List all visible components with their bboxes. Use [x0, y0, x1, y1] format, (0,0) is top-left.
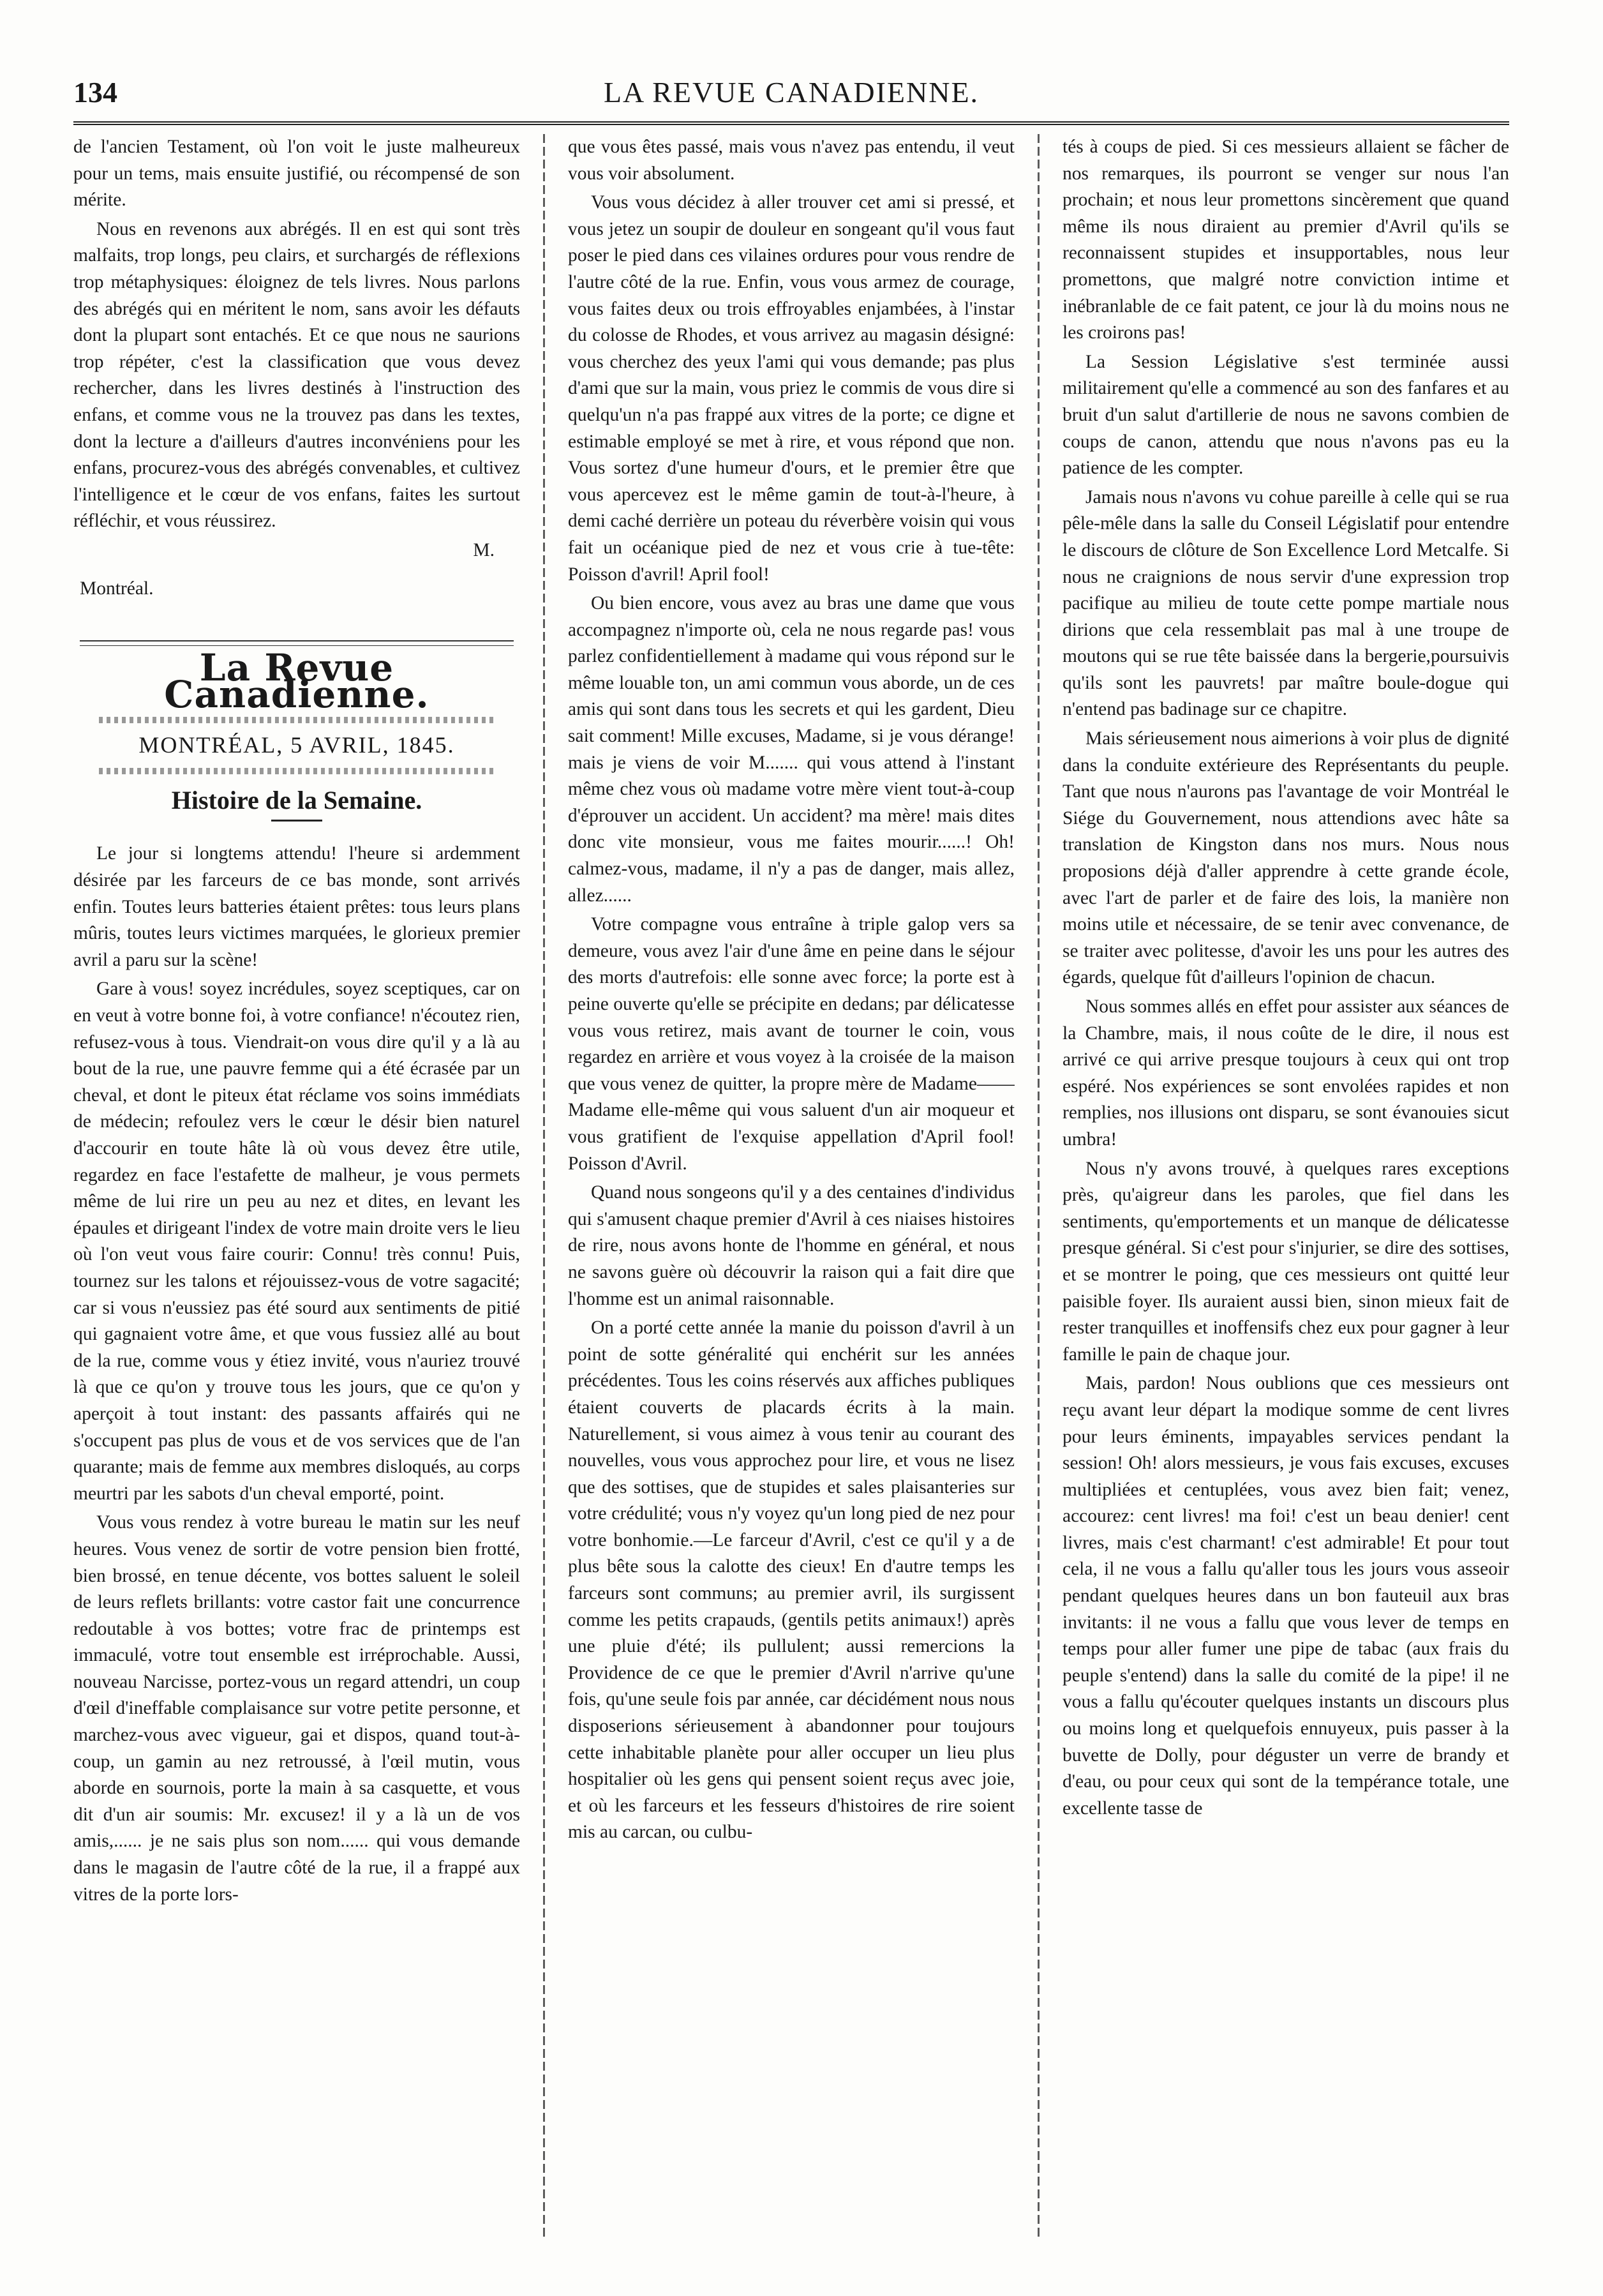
paragraph: Vous vous décidez à aller trouver cet ami si pressé, et vous jetez un soupir de douleur en songeant qu'il vous faut poser le pied dans ces vilaines ordures pour vous rendre de l'autre côté de la rue. Enfin, vous vous armez de courage, vous faites deux ou trois effroyables enjambées, à l'instar du colosse de Rhodes, et vous arrivez au magasin désigné: vous cherchez des yeux l'ami qui vous demande; pas plus d'ami que sur la main, vous priez le commis de vous dire si quelqu'un n'a pas frappé aux vitres de la porte; ce digne et estimable employé se met à rire, et vous répond que non. Vous sortez d'une humeur d'ours, et le premier être que vous apercevez est le même gamin de tout-à-l'heure, à demi caché derrière un poteau du réverbère voisin qui vous fait un océanique pied de nez et vous crie à tue-tête: Poisson d'avril! April fool!	[568, 192, 1015, 585]
column-3	[1062, 134, 1509, 2247]
paragraph: Vous vous rendez à votre bureau le matin sur les neuf heures. Vous venez de sortir de votre pension bien frotté, bien brossé, en tenue décente, vos bottes saluent le soleil de leurs reflets brillants: votre castor fait une concurrence redoutable à vos bottes; votre frac de printemps est immaculé, votre tout ensemble est irréprochable. Aussi, nouveau Narcisse, portez-vous un regard attendri, un coup d'œil d'ineffable complaisance sur votre petite personne, et marchez-vous avec vigueur, gai et dispos, quand tout-à-coup, un gamin au nez retroussé, à l'œil mutin, vous aborde en sournois, porte la main à sa casquette, et vous dit d'un air soumis: Mr. excusez! il y a là un de vos amis,...... je ne sais plus son nom...... qui vous demande dans le magasin de l'autre côté de la rue, il a frappé aux vitres de la porte lors-	[73, 1512, 520, 1905]
paragraph: Gare à vous! soyez incrédules, soyez sceptiques, car on en veut à votre bonne foi, à votre confiance! n'écoutez rien, refusez-vous à tous. Viendrait-on vous dire qu'il y a là au bout de la rue, une pauvre femme qui a été écrasée par un cheval, et dont le piteux état réclame vos soins immédiats de médecin; refoulez vers le cœur le désir bien naturel d'accourir en toute hâte là où vous devez être utile, regardez en face l'estafette de malheur, je vous permets même de lui rire un peu au nez et dites, en levant les épaules et dirigeant l'index de votre main droite vers le lieu où l'on veut vous faire courir: Connu! très connu! Puis, tournez sur les talons et réjouissez-vous de votre sagacité; car si vous n'eussiez pas été sourd aux sentiments de pitié qui gagnaient votre âme, et que vous fussiez allé au bout de la rue, comme vous y étiez invité, vous n'auriez trouvé là que ce qu'on y trouve tous les jours, que ce qu'on y aperçoit à tout instant: des passants affairés qui ne s'occupent pas plus de vous et de vos services que de l'an quarante; mais de femme aux membres disloqués, au corps meurtri par les sabots d'un cheval emporté, point.	[73, 979, 520, 1504]
ornamental-rule	[99, 717, 495, 723]
place-line: Montréal.	[80, 578, 154, 599]
paragraph: que vous êtes passé, mais vous n'avez pas entendu, il veut vous voir absolument.	[568, 137, 1015, 184]
paragraph: Mais, pardon! Nous oublions que ces messieurs ont reçu avant leur départ la modique somme de cent livres pour leurs éminents, impayables services pendant la session! Oh! alors messieurs, je vous fais excuses, excuses multipliées et centuplées, vous avez bien fait; venez, accourez: cent livres! ma foi! c'est un beau denier! cent livres, mais c'est charmant! c'est admirable! Et pour tout cela, il ne vous a fallu qu'aller tous les jours vous asseoir pendant quelques heures dans un bon fauteuil aux bras invitants: il ne vous a fallu que vous lever de temps en temps pour aller fumer une pipe de tabac (aux frais du peuple s'entend) dans la salle du comité de la pipe! il ne vous a fallu qu'écouter quelques instants un discours plus ou moins long et quelquefois ennuyeux, puis passer à la buvette de Dolly, pour déguster un verre de brandy et d'eau, ou pour ceux qui sont de la tempérance totale, une excellente tasse de	[1062, 1373, 1509, 1819]
paragraph: Nous sommes allés en effet pour assister aux séances de la Chambre, mais, il nous coûte de le dire, il nous est arrivé ce qui arrive presque toujours à ceux qui ont trop espéré. Nos expériences se sont envolées rapides et non remplies, nos illusions ont disparu, se sont évanouies sicut umbra!	[1062, 996, 1509, 1150]
masthead: La Revue Canadienne.	[164, 646, 429, 716]
column-divider	[1038, 134, 1040, 2240]
author-signature: M.	[473, 539, 495, 560]
column-1	[73, 134, 520, 2247]
paragraph: Ou bien encore, vous avez au bras une dame que vous accompagnez n'importe où, cela ne nous regarde pas! vous parlez confidentiellement à madame qui vous répond sur le même louable ton, un ami commun vous aborde, un de ces amis qui sont dans tous les secrets et qui les gardent, Dieu sait comment! Mille excuses, Madame, si je vous dérange! mais je viens de voir M....... qui vous attend à l'instant même chez vous où madame votre mère vient tout-à-coup d'éprouver un accident. Un accident? ma mère! mais dites donc vite monsieur, vous me faites mourir......! Oh! calmez-vous, madame, il n'y a pas de danger, mais allez, allez......	[568, 593, 1015, 906]
paragraph: On a porté cette année la manie du poisson d'avril à un point de sotte généralité qui enchérit sur les années précédentes. Tous les coins réservés aux affiches publiques étaient couverts de placards écrits à la main. Naturellement, si vous aimez à vous tenir au courant des nouvelles, vous vous approchez pour lire, et vous ne lisez que des sottises, que de stupides et sales plaisanteries sur votre crédulité; vous n'y voyez qu'un long pied de nez pour votre bonhomie.—Le farceur d'Avril, c'est ce qu'il y a de plus bête sous la calotte des cieux! En d'autre temps les farceurs sont communs; au premier avril, ils surgissent comme les petits crapauds, (gentils petits animaux!) après une pluie d'été; ils pullulent; aussi remercions la Providence de ce que le premier d'Avril n'arrive qu'une fois, qu'une seule fois par année, car décidément nous nous disposerions sérieusement à abandonner pour toujours cette inhabitable planète pour aller occuper un lieu plus hospitalier où les gens qui pensent soient reçus avec joie, et où les farceurs et les fesseurs d'histoires de rire soient mis au carcan, ou culbu-	[568, 1317, 1015, 1843]
ornamental-rule	[99, 768, 495, 774]
paragraph: Votre compagne vous entraîne à triple galop vers sa demeure, vous avez l'air d'une âme en peine dans le séjour des morts d'autrefois: elle sonne avec force; la porte est à peine ouverte qu'elle se précipite en dedans; par délicatesse vous vous retirez, mais avant de tourner le coin, vous regardez en arrière et vous voyez à la croisée de la maison que vous venez de quitter, la propre mère de Madame——Madame elle-même qui vous saluent d'un air moqueur et vous gratifient de l'exquise appellation d'April fool! Poisson d'Avril.	[568, 914, 1015, 1174]
paragraph: de l'ancien Testament, où l'on voit le juste malheureux pour un tems, mais ensuite justifié, ou récompensé de son mérite.	[73, 137, 520, 211]
page	[73, 70, 1509, 2253]
paragraph: La Session Législative s'est terminée aussi militairement qu'elle a commencé au son des fanfares et au bruit d'un salut d'artillerie de nous ne savons combien de coups de canon, attendu que nous n'avons pas eu la patience de les compter.	[1062, 351, 1509, 479]
section-title: Histoire de la Semaine.	[171, 785, 422, 814]
paragraph: Nous n'y avons trouvé, à quelques rares exceptions près, qu'aigreur dans les paroles, que fiel dans les sentiments, qu'emportements et un manque de délicatesse presque général. Si c'est pour s'injurier, se dire des sottises, et se montrer le poing, que ces messieurs ont quitté leur paisible foyer. Ils auraient aussi bien, sinon mieux fait de rester tranquilles et inoffensifs chez eux pour gagner à leur famille le pain de chaque jour.	[1062, 1158, 1509, 1365]
paragraph: Mais sérieusement nous aimerions à voir plus de dignité dans la conduite extérieure des Représentants du peuple. Tant que nous n'aurons pas l'avantage de voir Montréal le Siége du Gouvernement, nous attendions avec hâte sa translation de Kingston dans nos murs. Nous nous proposions déjà d'aller apprendre à cette grande école, avec l'art de parler et de faire des lois, la manière non moins utile et nécessaire, de se tenir avec convenance, de se traiter avec politesse, d'avoir les uns pour les autres des égards, quelque fût d'ailleurs l'opinion de chacun.	[1062, 728, 1509, 988]
running-title: LA REVUE CANADIENNE.	[603, 76, 980, 109]
masthead-rule	[80, 640, 514, 646]
paragraph: Nous en revenons aux abrégés. Il en est qui sont très malfaits, trop longs, peu clairs, et surchargés de réflexions trop métaphysiques: éloignez de tels livres. Nous parlons des abrégés qui en méritent le nom, sans avoir les défauts dont la plupart sont entachés. Et ce que nous ne saurions trop répéter, c'est la classification que vous devez rechercher, dans les livres destinés à l'instruction des enfans, et comme vous ne la trouvez pas dans les textes, dont la lecture a d'ailleurs d'autres inconvéniens pour les enfans, procurez-vous des abrégés convenables, et cultivez l'intelligence et le cœur de vos enfans, faites les surtout réfléchir, et vous réussirez.	[73, 218, 520, 532]
paragraph: tés à coups de pied. Si ces messieurs allaient se fâcher de nos remarques, ils pourront se venger sur nous l'an prochain; et nous leur promettons sincèrement que quand même ils nous diraient au premier d'Avril qu'ils se reconnaissent stupides et insupportables, nous leur promettons, que malgré notre conviction intime et inébranlable de ce fait patent, ce jour là du moins nous ne les croirons pas!	[1062, 137, 1509, 343]
paragraph: Le jour si longtems attendu! l'heure si ardemment désirée par les farceurs de ce bas monde, sont arrivés enfin. Toutes leurs batteries étaient prêtes: tous leurs plans mûris, toutes leurs victimes marquées, le glorieux premier avril a paru sur la scène!	[73, 843, 520, 970]
column-divider	[543, 134, 545, 2240]
text-columns	[73, 134, 1509, 2247]
page-number: 134	[73, 76, 117, 109]
page-header	[73, 70, 1509, 125]
masthead-block	[73, 640, 520, 822]
paragraph: Jamais nous n'avons vu cohue pareille à celle qui se rua pêle-mêle dans la salle du Conseil Législatif pour entendre le discours de clôture de Son Excellence Lord Metcalfe. Si nous ne craignions de nous servir d'une expression trop pacifique au milieu de toute cette pompe martiale nous dirions que cela ressemblait pas mal à une troupe de moutons qui se rue tête baissée dans la bergerie,poursuivis qu'ils sont les pauvrets! par maître boule-dogue qui n'entend pas badinage sur ce chapitre.	[1062, 486, 1509, 720]
column-2	[568, 134, 1015, 2247]
short-rule	[271, 820, 322, 822]
paragraph: Quand nous songeons qu'il y a des centaines d'individus qui s'amusent chaque premier d'Avril à ces niaises histoires de rire, nous avons honte de l'homme en général, et nous ne savons guère où découvrir la raison qui a fait dire que l'homme est un animal raisonnable.	[568, 1182, 1015, 1309]
dateline: MONTRÉAL, 5 AVRIL, 1845.	[138, 732, 455, 758]
